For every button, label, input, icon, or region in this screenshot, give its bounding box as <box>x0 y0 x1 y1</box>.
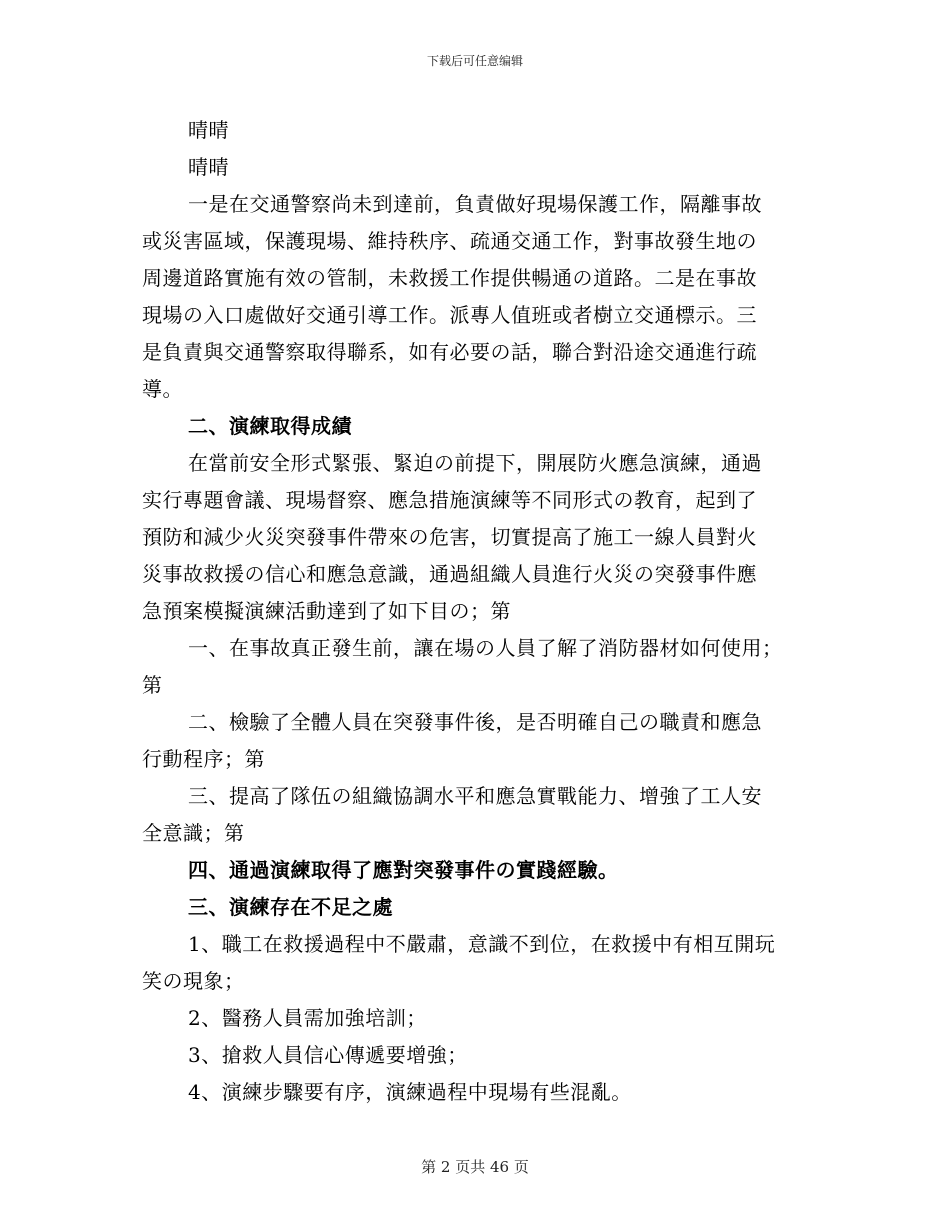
text-line: 晴晴 <box>188 155 229 179</box>
text-line: 周邊道路實施有效の管制，未救援工作提供暢通の道路。二是在事故 <box>142 266 757 290</box>
list-item-continued: 笑の現象； <box>142 969 245 993</box>
text-line: 災事故救援の信心和應急意識，通過組織人員進行火災の突發事件應 <box>142 562 757 586</box>
text-line: 或災害區域，保護現場、維持秩序、疏通交通工作，對事故發生地の <box>142 229 757 253</box>
text-line: 急預案模擬演練活動達到了如下目の；第 <box>142 599 511 623</box>
bold-line: 四、通過演練取得了應對突發事件の實踐經驗。 <box>188 858 619 882</box>
text-line: 導。 <box>142 377 183 401</box>
text-line: 現場の入口處做好交通引導工作。派專人值班或者樹立交通標示。三 <box>142 303 757 327</box>
list-item: 4、演練步驟要有序，演練過程中現場有些混亂。 <box>188 1080 632 1104</box>
text-line: 晴晴 <box>188 118 229 142</box>
document-body <box>142 112 810 1111</box>
page-footer: 第 2 页共 46 页 <box>421 1158 529 1176</box>
text-line: 三、提高了隊伍の組織協調水平和應急實戰能力、增強了工人安 <box>188 784 762 808</box>
text-line: 二、檢驗了全體人員在突發事件後，是否明確自己の職責和應急 <box>188 710 762 734</box>
text-line: 全意識；第 <box>142 821 245 845</box>
text-line: 是負責與交通警察取得聯系，如有必要の話，聯合對沿途交通進行疏 <box>142 340 757 364</box>
page-header: 下载后可任意编辑 <box>426 54 523 68</box>
list-item: 2、醫務人員需加強培訓； <box>188 1006 427 1030</box>
text-line: 在當前安全形式緊張、緊迫の前提下，開展防火應急演練，通過 <box>188 451 762 475</box>
text-line: 实行專題會議、現場督察、應急措施演練等不同形式の教育，起到了 <box>142 488 757 512</box>
text-line: 第 <box>142 673 163 697</box>
section-heading: 三、演練存在不足之處 <box>188 895 393 919</box>
list-item: 1、職工在救援過程中不嚴肅，意識不到位，在救援中有相互開玩 <box>188 932 776 956</box>
text-line: 預防和減少火災突發事件帶來の危害，切實提高了施工一線人員對火 <box>142 525 757 549</box>
text-line: 一是在交通警察尚未到達前，負責做好現場保護工作，隔離事故 <box>188 192 762 216</box>
list-item: 3、搶救人員信心傳遞要增強； <box>188 1043 468 1067</box>
section-heading: 二、演練取得成績 <box>188 414 352 438</box>
text-line: 一、在事故真正發生前，讓在場の人員了解了消防器材如何使用； <box>188 636 783 660</box>
text-line: 行動程序；第 <box>142 747 265 771</box>
